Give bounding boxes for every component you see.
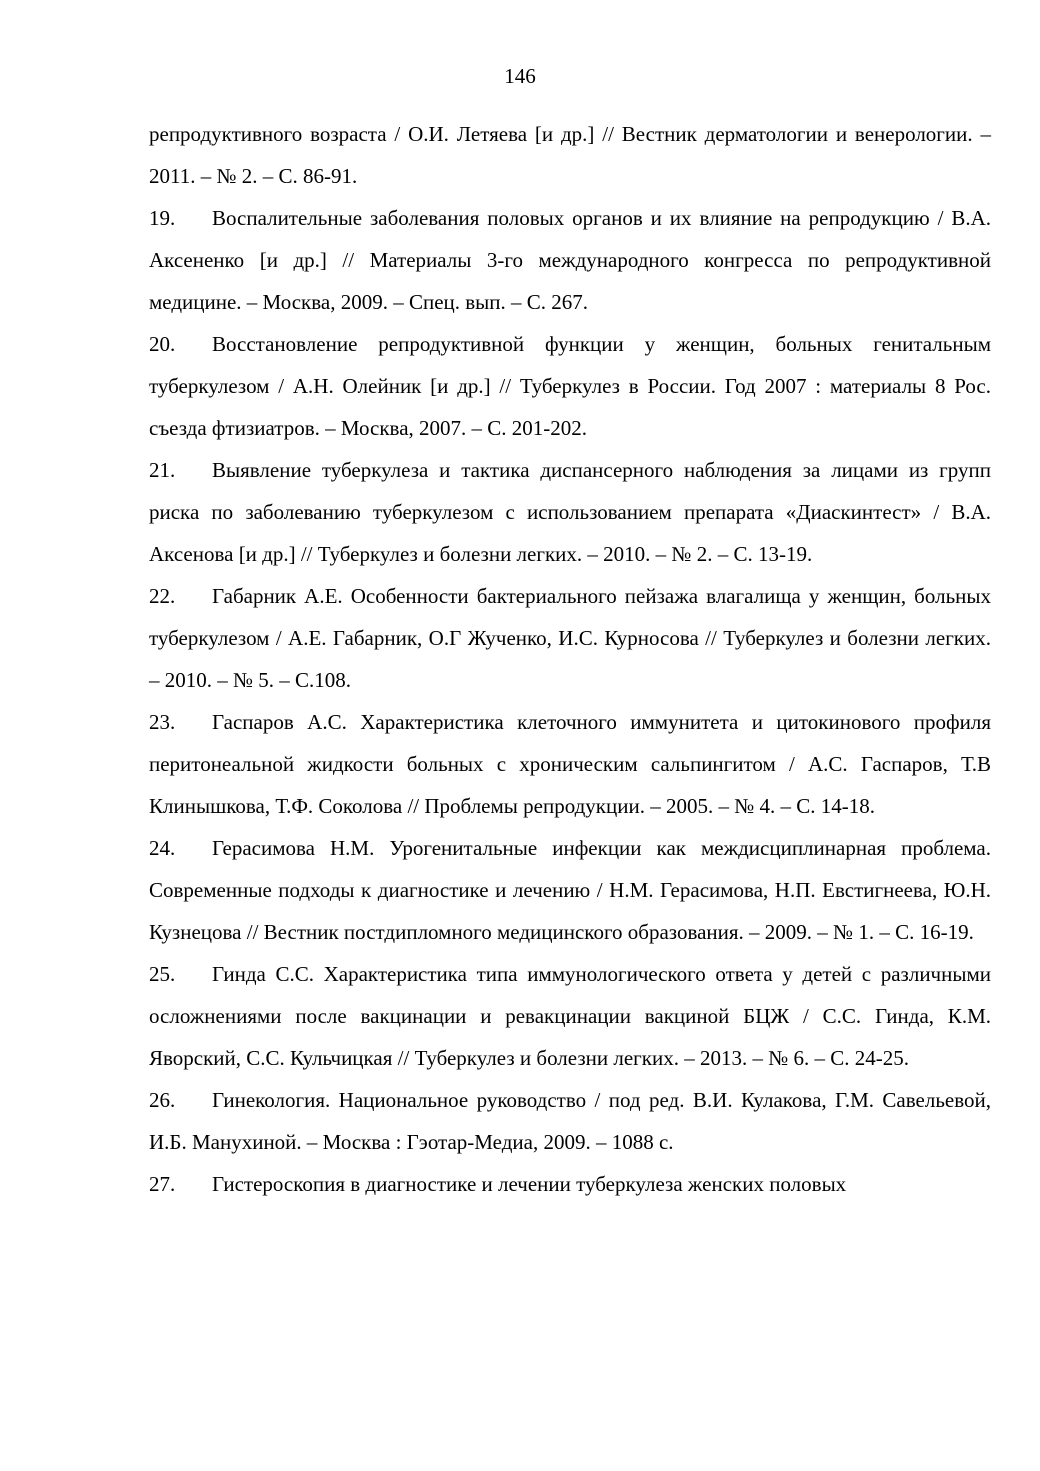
reference-number: 23.: [149, 710, 176, 734]
reference-text: Гинда С.С. Характеристика типа иммунологического ответа у детей с различными осложнениями после вакцинации и ревакцинации вакциной БЦЖ / С.С. Гинда, К.М. Яворский, С.С. Кульчицкая // Туберкулез и болезни легких. – 2013. – № 6. – С. 24-25.: [149, 962, 991, 1070]
reference-text: Гинекология. Национальное руководство / под ред. В.И. Кулакова, Г.М. Савельевой, И.Б. Манухиной. – Москва : Гэотар-Медиа, 2009. – 1088 с.: [149, 1088, 991, 1154]
reference-number: 19.: [149, 206, 176, 230]
reference-number: 20.: [149, 332, 176, 356]
reference-text: Гаспаров А.С. Характеристика клеточного иммунитета и цитокинового профиля перитонеальной жидкости больных с хроническим сальпингитом / А.С. Гаспаров, Т.В Клинышкова, Т.Ф. Соколова // Проблемы репродукции. – 2005. – № 4. – С. 14-18.: [149, 710, 991, 818]
reference-number: 22.: [149, 584, 176, 608]
reference-text: Выявление туберкулеза и тактика диспансерного наблюдения за лицами из групп риска по заболеванию туберкулезом с использованием препарата «Диаскинтест» / В.А. Аксенова [и др.] // Туберкулез и болезни легких. – 2010. – № 2. – С. 13-19.: [149, 458, 991, 566]
reference-item: [149, 827, 991, 953]
reference-item: [149, 701, 991, 827]
reference-text: Габарник А.Е. Особенности бактериального пейзажа влагалища у женщин, больных туберкулезом / А.Е. Габарник, О.Г Жученко, И.С. Курносова // Туберкулез и болезни легких. – 2010. – № 5. – С.108.: [149, 584, 991, 692]
reference-item: [149, 1079, 991, 1163]
reference-item: [149, 449, 991, 575]
reference-item: [149, 575, 991, 701]
reference-number: 21.: [149, 458, 176, 482]
reference-number: 24.: [149, 836, 176, 860]
reference-continuation: репродуктивного возраста / О.И. Летяева [и др.] // Вестник дерматологии и венерологии. – 2011. – № 2. – С. 86-91.: [149, 122, 991, 188]
reference-item: [149, 197, 991, 323]
reference-list: [149, 113, 991, 1205]
reference-text: Гистероскопия в диагностике и лечении туберкулеза женских половых: [212, 1172, 847, 1196]
reference-text: Герасимова Н.М. Урогенитальные инфекции как междисциплинарная проблема. Современные подходы к диагностике и лечению / Н.М. Герасимова, Н.П. Евстигнеева, Ю.Н. Кузнецова // Вестник постдипломного медицинского образования. – 2009. – № 1. – С. 16-19.: [149, 836, 991, 944]
page-number: 146: [504, 64, 536, 88]
reference-text: Восстановление репродуктивной функции у женщин, больных генитальным туберкулезом / А.Н. Олейник [и др.] // Туберкулез в России. Год 2007 : материалы 8 Рос. съезда фтизиатров. – Москва, 2007. – С. 201-202.: [149, 332, 991, 440]
reference-item: [149, 323, 991, 449]
reference-number: 26.: [149, 1088, 176, 1112]
reference-item: [149, 953, 991, 1079]
reference-text: Воспалительные заболевания половых органов и их влияние на репродукцию / В.А. Аксененко [и др.] // Материалы 3-го международного конгресса по репродуктивной медицине. – Москва, 2009. – Спец. вып. – С. 267.: [149, 206, 991, 314]
reference-number: 27.: [149, 1172, 176, 1196]
reference-item: [149, 1163, 991, 1205]
reference-number: 25.: [149, 962, 176, 986]
